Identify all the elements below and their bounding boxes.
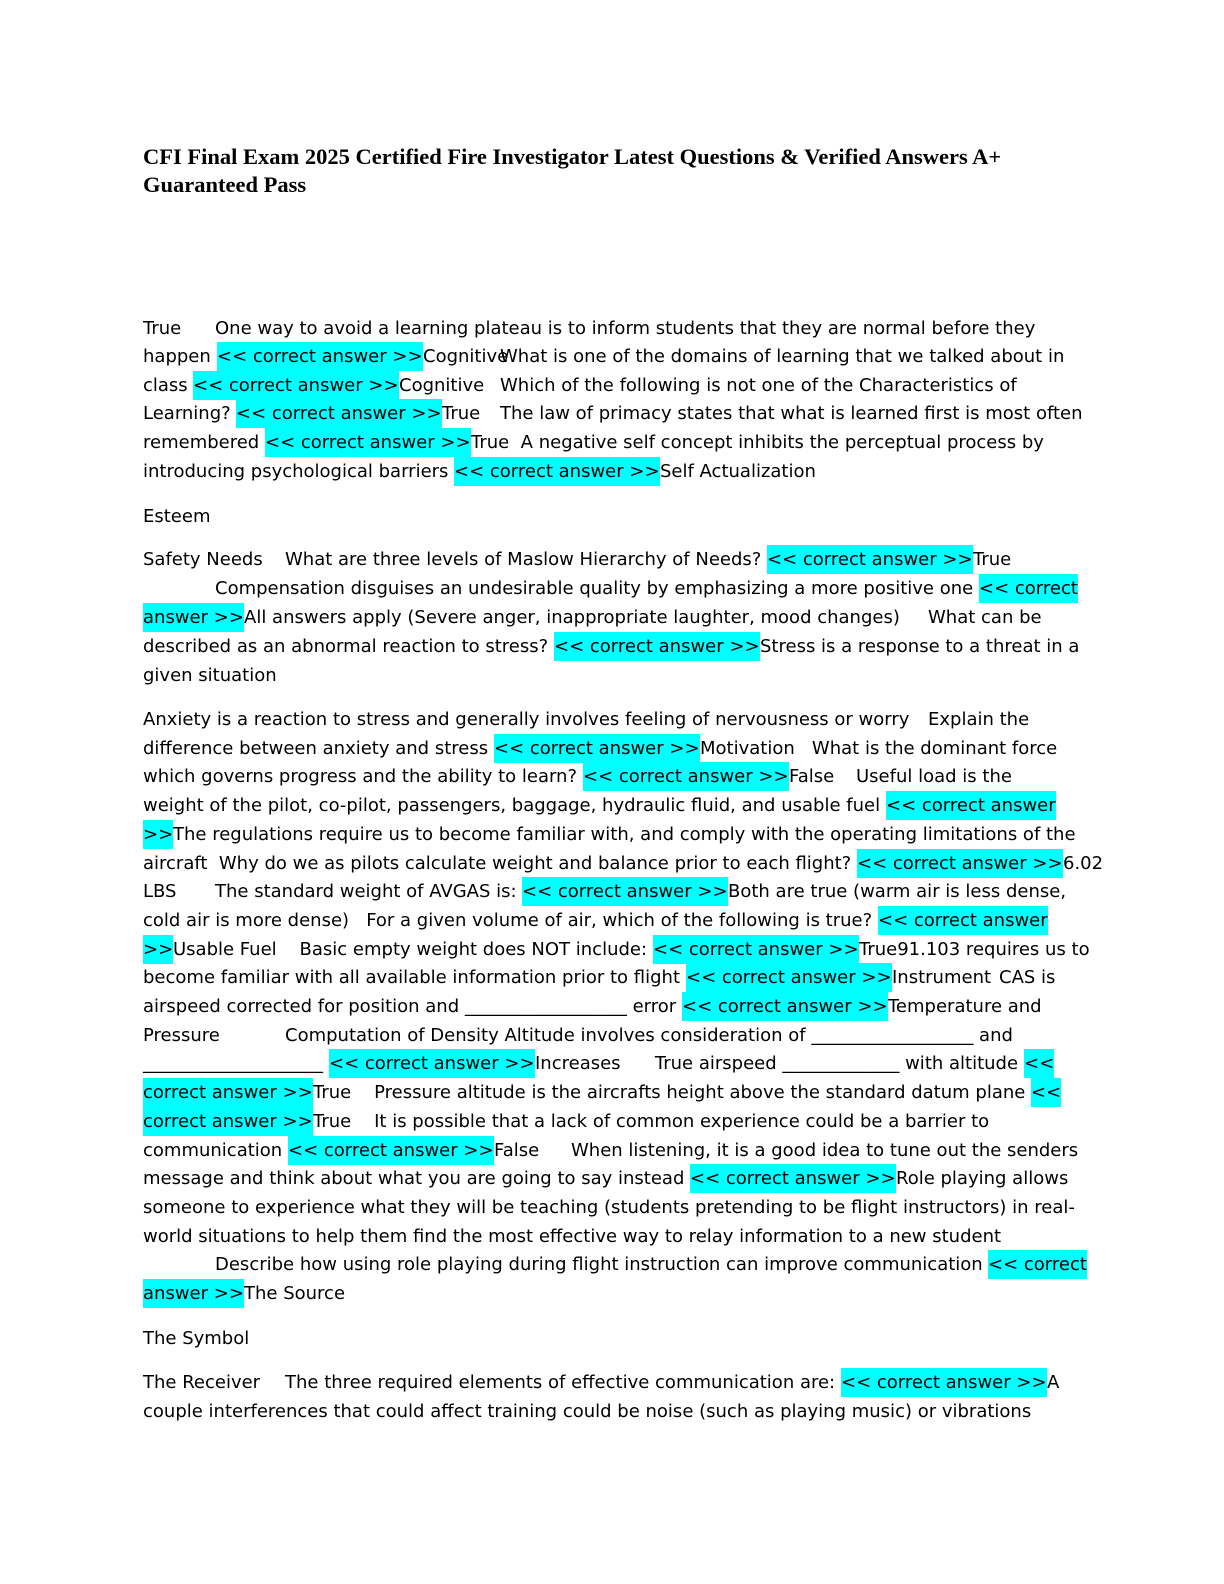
text-segment: Compensation disguises an undesirable quality by emphasizing a more positive one (215, 578, 979, 599)
text-segment: False (494, 1140, 540, 1161)
text-segment: The Receiver (143, 1372, 261, 1393)
correct-answer-marker: << correct answer >> (329, 1049, 535, 1078)
text-segment: What can be (928, 607, 1042, 628)
text-segment: airspeed corrected for position and __________________ error (143, 996, 682, 1017)
correct-answer-marker: answer >> (143, 1279, 244, 1308)
text-segment: The standard weight of AVGAS is: (215, 881, 523, 902)
text-segment: world situations to help them find the most effective way to relay information to a new student (143, 1226, 1002, 1247)
correct-answer-marker: correct answer >> (143, 1107, 313, 1136)
text-segment: Both are true (warm air is less dense, (728, 881, 1067, 902)
correct-answer-marker: << correct answer (886, 791, 1056, 820)
text-segment: Increases True airspeed _____________ with altitude (535, 1053, 1024, 1074)
text-segment: given situation (143, 665, 277, 686)
text-segment: class (143, 375, 194, 396)
text-segment: When listening, it is a good idea to tune out the senders (571, 1140, 1079, 1161)
text-segment: One way to avoid a learning plateau is to inform students that they are normal before they (215, 318, 1036, 339)
text-segment: Computation of Density Altitude involves consideration of __________________ and (285, 1025, 1013, 1046)
text-segment: Useful load is the (856, 766, 1012, 787)
text-segment: Cognitive (399, 375, 485, 396)
text-segment: The Source (244, 1283, 346, 1304)
text-segment: Explain the (928, 709, 1030, 730)
correct-answer-marker: << correct answer >> (454, 457, 660, 486)
text-segment: couple interferences that could affect training could be noise (such as playing music) or vibrations (143, 1401, 1032, 1422)
correct-answer-marker: << correct answer >> (690, 1164, 896, 1193)
text-segment: ____________________ (143, 1053, 329, 1074)
text-segment: become familiar with all available information prior to flight (143, 967, 686, 988)
correct-answer-marker: << correct answer >> (494, 734, 700, 763)
correct-answer-marker: << correct (988, 1250, 1087, 1279)
correct-answer-marker: << correct answer >> (265, 428, 471, 457)
text-segment: What is one of the domains of learning that we talked about in (500, 346, 1065, 367)
text-segment: Stress is a response to a threat in a (760, 636, 1080, 657)
text-segment: someone to experience what they will be teaching (students pretending to be flight instructors) in real- (143, 1197, 1075, 1218)
text-segment: CAS is (999, 967, 1056, 988)
text-segment: True Pressure altitude is the aircrafts height above the standard datum plane (313, 1082, 1032, 1103)
text-segment: Which of the following is not one of the Characteristics of (500, 375, 1017, 396)
correct-answer-marker: << correct answer >> (554, 632, 760, 661)
text-segment: What are three levels of Maslow Hierarchy of Needs? (285, 549, 768, 570)
text-segment: True91.103 requires us to (859, 939, 1090, 960)
correct-answer-marker: << correct answer >> (522, 877, 728, 906)
text-segment: Safety Needs (143, 549, 263, 570)
text-segment: cold air is more dense) For a given volume of air, which of the following is true? (143, 910, 878, 931)
text-segment: The Symbol (143, 1328, 250, 1349)
correct-answer-marker: << (1031, 1078, 1061, 1107)
text-segment: The law of primacy states that what is learned first is most often (500, 403, 1083, 424)
text-segment: 6.02 (1063, 853, 1104, 874)
correct-answer-marker: << correct answer >> (236, 399, 442, 428)
text-segment: happen (143, 346, 217, 367)
text-segment: difference between anxiety and stress (143, 738, 494, 759)
correct-answer-marker: << correct answer >> (653, 935, 859, 964)
text-segment: Pressure (143, 1025, 220, 1046)
text-segment: Temperature and (888, 996, 1042, 1017)
text-segment: Usable Fuel Basic empty weight does NOT include: (173, 939, 653, 960)
text-segment: message and think about what you are going to say instead (143, 1168, 691, 1189)
correct-answer-marker: << correct answer (878, 906, 1048, 935)
text-segment: aircraft Why do we as pilots calculate weight and balance prior to each flight? (143, 853, 857, 874)
correct-answer-marker: << correct answer >> (841, 1368, 1047, 1397)
text-segment: True It is possible that a lack of common experience could be a barrier to (313, 1111, 990, 1132)
correct-answer-marker: << (1024, 1049, 1054, 1078)
correct-answer-marker: << correct answer >> (193, 371, 399, 400)
text-segment: weight of the pilot, co-pilot, passengers, baggage, hydraulic fluid, and usable fuel (143, 795, 886, 816)
text-segment: Instrument (892, 967, 992, 988)
correct-answer-marker: << correct answer >> (857, 849, 1063, 878)
text-segment: Anxiety is a reaction to stress and generally involves feeling of nervousness or worry (143, 709, 910, 730)
correct-answer-marker: << correct answer >> (288, 1136, 494, 1165)
text-segment: communication (143, 1140, 288, 1161)
text-segment: True (143, 318, 182, 339)
text-segment: Motivation What is the dominant force (700, 738, 1058, 759)
correct-answer-marker: correct answer >> (143, 1078, 313, 1107)
document-title: CFI Final Exam 2025 Certified Fire Investigator Latest Questions & Verified Answers A+ Guaranteed Pass (143, 144, 1002, 197)
correct-answer-marker: << correct answer >> (583, 762, 789, 791)
correct-answer-marker: << correct answer >> (767, 545, 973, 574)
text-segment: All answers apply (Severe anger, inappropriate laughter, mood changes) (244, 607, 900, 628)
text-segment: Learning? (143, 403, 237, 424)
correct-answer-marker: >> (143, 935, 173, 964)
text-segment: True A negative self concept inhibits the perceptual process by (471, 432, 1044, 453)
correct-answer-marker: answer >> (143, 603, 244, 632)
text-segment: Cognitive (423, 346, 509, 367)
text-segment: Self Actualization (660, 461, 816, 482)
text-segment: described as an abnormal reaction to stress? (143, 636, 554, 657)
text-segment: A (1047, 1372, 1060, 1393)
text-segment: The regulations require us to become familiar with, and comply with the operating limitations of the (173, 824, 1076, 845)
correct-answer-marker: << correct answer >> (686, 963, 892, 992)
correct-answer-marker: << correct answer >> (217, 342, 423, 371)
text-segment: Esteem (143, 506, 211, 527)
text-segment: True (442, 403, 481, 424)
text-segment: which governs progress and the ability to learn? (143, 766, 583, 787)
text-segment: True (973, 549, 1012, 570)
correct-answer-marker: << correct (979, 574, 1078, 603)
text-segment: The three required elements of effective communication are: (285, 1372, 841, 1393)
correct-answer-marker: >> (143, 820, 173, 849)
text-segment: Describe how using role playing during flight instruction can improve communication (215, 1254, 989, 1275)
text-segment: False (789, 766, 835, 787)
text-segment: remembered (143, 432, 265, 453)
correct-answer-marker: << correct answer >> (682, 992, 888, 1021)
text-segment: Role playing allows (896, 1168, 1069, 1189)
text-segment: LBS (143, 881, 177, 902)
text-segment: introducing psychological barriers (143, 461, 455, 482)
